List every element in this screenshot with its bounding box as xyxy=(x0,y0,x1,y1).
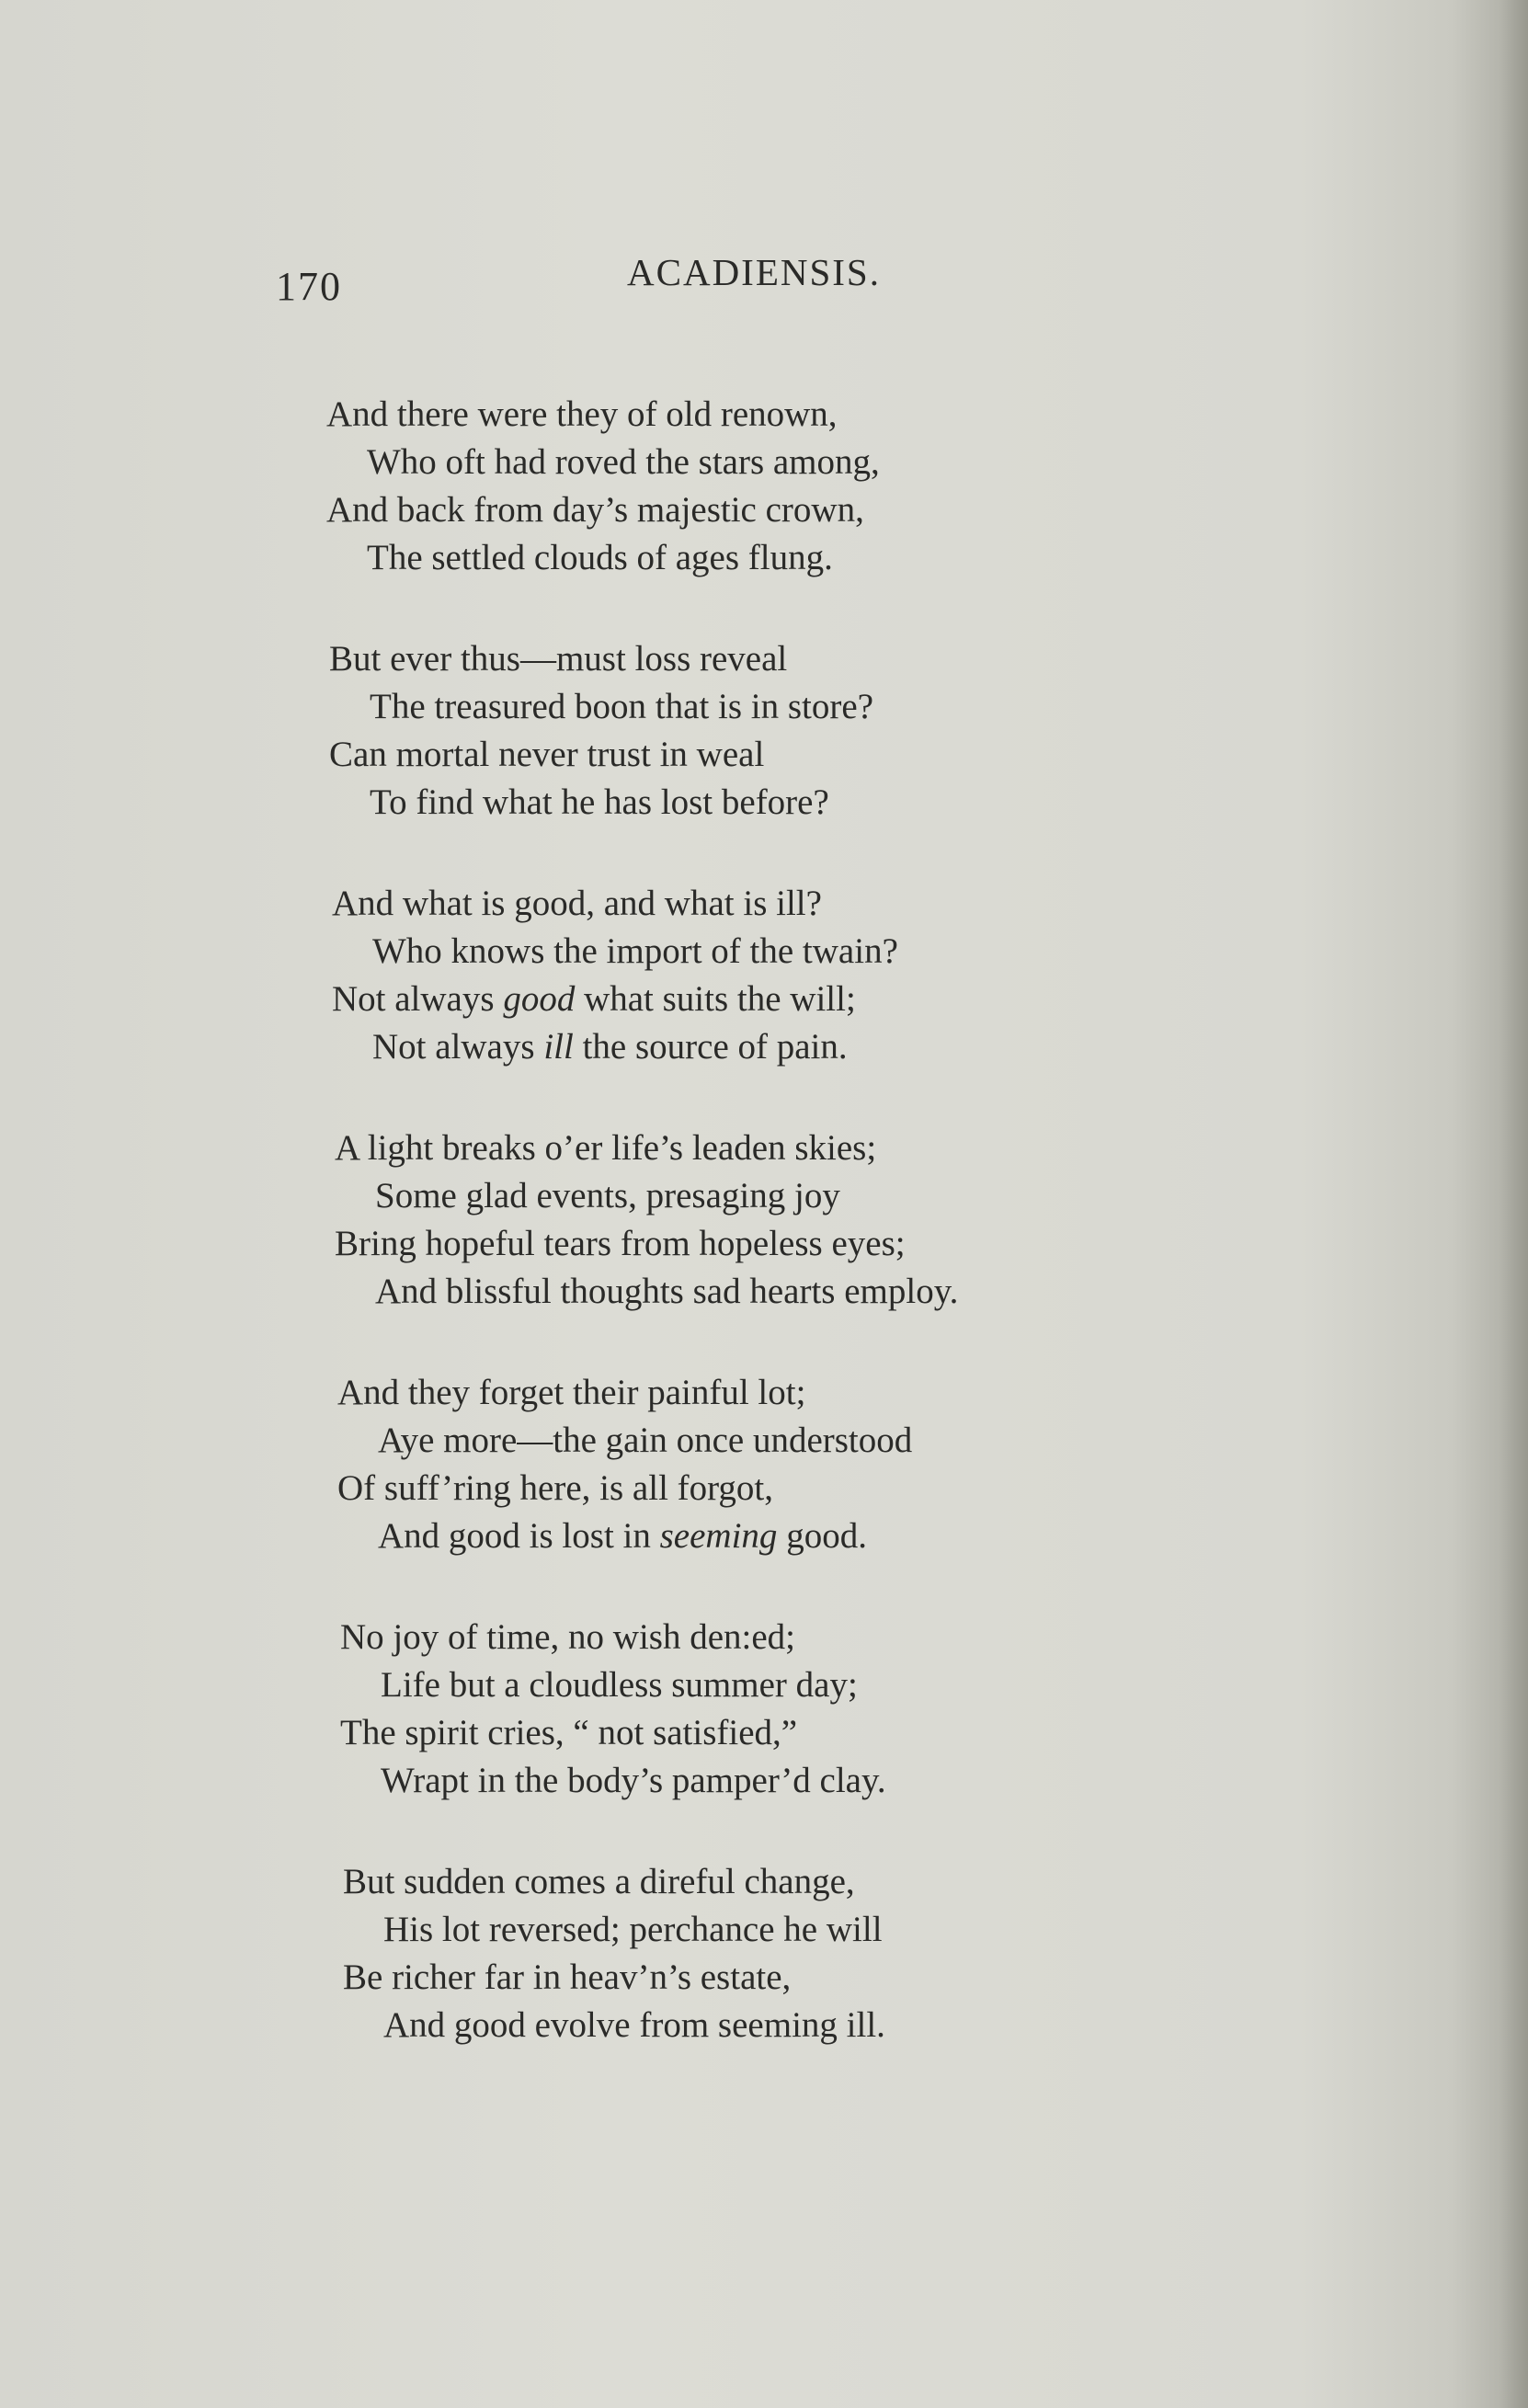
line-text: To find what he has lost before? xyxy=(370,782,829,822)
poem-line xyxy=(343,1954,1154,2002)
line-text: The treasured boon that is in store? xyxy=(370,687,873,726)
poem-line xyxy=(335,1220,1154,1268)
line-text: But sudden comes a direful change, xyxy=(343,1862,855,1901)
poem-line xyxy=(326,486,1154,534)
poem-line xyxy=(329,635,1154,683)
poem-line xyxy=(343,1858,1154,1906)
poem-line xyxy=(329,779,1154,827)
line-text: No joy of time, no wish den:ed; xyxy=(340,1617,796,1657)
line-text: Be richer far in heav’n’s estate, xyxy=(343,1957,792,1997)
line-text: Of suff’ring here, is all forgot, xyxy=(337,1468,774,1508)
line-text: A light breaks o’er life’s leaden skies; xyxy=(335,1128,877,1168)
line-text: And good evolve from seeming ill. xyxy=(383,2005,885,2045)
line-text: And there were they of old renown, xyxy=(326,394,838,434)
emphasized-word: good xyxy=(503,979,576,1019)
stanza xyxy=(326,391,1154,582)
line-text: Life but a cloudless summer day; xyxy=(381,1665,858,1705)
line-text: Who knows the import of the twain? xyxy=(372,931,898,971)
poem-line xyxy=(340,1614,1154,1661)
line-text: Not always xyxy=(332,979,504,1019)
page-number: 170 xyxy=(276,264,342,309)
poem-line xyxy=(335,1172,1154,1220)
line-text: Who oft had roved the stars among, xyxy=(367,442,880,482)
line-text: And what is good, and what is ill? xyxy=(332,884,822,923)
poem-line xyxy=(340,1661,1154,1709)
line-text: The settled clouds of ages flung. xyxy=(367,538,833,577)
line-text: Aye more—the gain once understood xyxy=(378,1421,913,1460)
line-text: And back from day’s majestic crown, xyxy=(326,490,864,530)
stanza xyxy=(332,880,1154,1071)
line-text: Wrapt in the body’s pamper’d clay. xyxy=(381,1761,886,1800)
poem-line xyxy=(332,1023,1154,1071)
poem-line xyxy=(332,976,1154,1023)
poem-line xyxy=(332,928,1154,976)
poem-line xyxy=(337,1417,1154,1465)
poem-line xyxy=(337,1369,1154,1417)
poem-line xyxy=(335,1268,1154,1316)
poem-line xyxy=(326,391,1154,439)
line-text: Bring hopeful tears from hopeless eyes; xyxy=(335,1224,906,1263)
poem-line xyxy=(343,2002,1154,2049)
line-text: And blissful thoughts sad hearts employ. xyxy=(375,1272,959,1311)
line-text: Not always xyxy=(372,1027,544,1067)
stanza xyxy=(329,635,1154,827)
page-edge-shadow xyxy=(1500,0,1528,2408)
line-text: the source of pain. xyxy=(573,1027,848,1067)
line-text: Some glad events, presaging joy xyxy=(375,1176,840,1215)
line-text: Can mortal never trust in weal xyxy=(329,735,765,774)
line-text: And they forget their painful lot; xyxy=(337,1373,806,1412)
line-text: good. xyxy=(777,1516,867,1556)
poem-line xyxy=(326,534,1154,582)
poem xyxy=(326,391,1154,2103)
poem-line xyxy=(337,1465,1154,1512)
poem-line xyxy=(329,683,1154,731)
stanza xyxy=(340,1614,1154,1805)
poem-line xyxy=(340,1757,1154,1805)
poem-line xyxy=(337,1512,1154,1560)
poem-line xyxy=(329,731,1154,779)
poem-line xyxy=(332,880,1154,928)
line-text: The spirit cries, “ not satisfied,” xyxy=(340,1713,798,1752)
poem-line xyxy=(343,1906,1154,1954)
emphasized-word: seeming xyxy=(659,1516,778,1556)
stanza xyxy=(343,1858,1154,2049)
poem-line xyxy=(326,439,1154,486)
running-title: ACADIENSIS. xyxy=(627,251,881,293)
poem-line xyxy=(335,1124,1154,1172)
line-text: what suits the will; xyxy=(575,979,856,1019)
emphasized-word: ill xyxy=(543,1027,574,1067)
poem-line xyxy=(340,1709,1154,1757)
stanza xyxy=(335,1124,1154,1316)
line-text: But ever thus—must loss reveal xyxy=(329,639,788,679)
line-text: And good is lost in xyxy=(378,1516,660,1556)
stanza xyxy=(337,1369,1154,1560)
line-text: His lot reversed; perchance he will xyxy=(383,1910,883,1949)
